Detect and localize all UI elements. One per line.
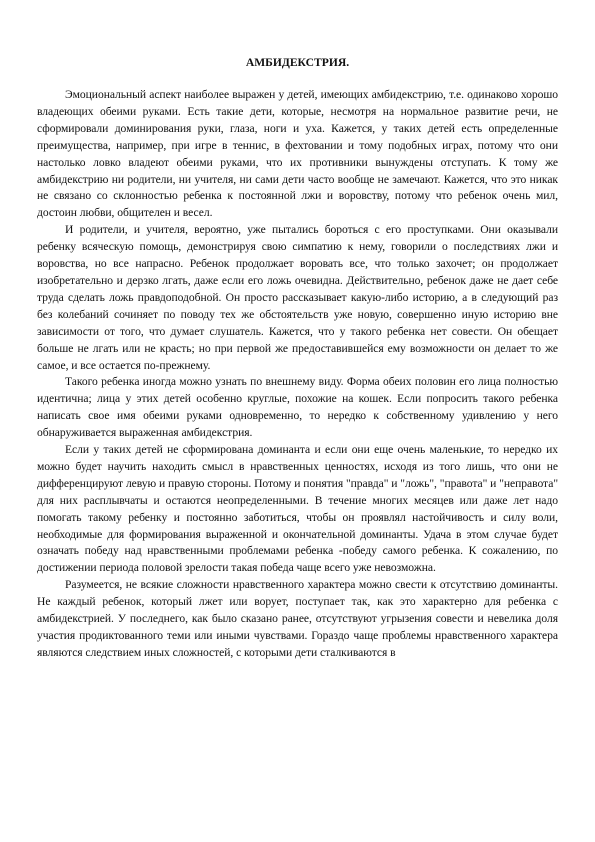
paragraph-5: Разумеется, не всякие сложности нравственного характера можно свести к отсутствию доминанты. Не каждый ребенок, который лжет или ворует, поступает так, как это характерно для ребенка с амбидекстрией. У последнего, как было сказано ранее, отсутствуют угрызения совести и невелика доля участия продиктованного теми или иными чувствами. Гораздо чаще проблемы нравственного характера являются следствием иных сложностей, с которыми дети сталкиваются в	[37, 578, 558, 659]
paragraph-3: Такого ребенка иногда можно узнать по внешнему виду. Форма обеих половин его лица полностью идентична; лица у этих детей особенно круглые, похожие на кошек. Если попросить такого ребенка написать свое имя обеими руками одновременно, то нередко к собственному удивлению у него обнаруживается выраженная амбидекстрия.	[37, 375, 558, 440]
paragraph-4: Если у таких детей не сформирована доминанта и если они еще очень маленькие, то нередко их можно будет научить находить смысл в нравственных ценностях, исходя из того лишь, что они не дифференцируют левую и правую стороны. Потому и понятия "правда" и "ложь", "правота" и "неправота" для них расплывчаты и остаются неопределенными. В течение многих месяцев или даже лет надо помогать такому ребенку и постоянно заботиться, чтобы он проявлял настойчивость и силу воли, необходимые для формирования выраженной и окончательной доминанты. Удача в этом случае будет означать победу над нравственными проблемами ребенка -победу самого ребенка. К сожалению, по достижении периода половой зрелости такая победа чаще всего уже невозможна.	[37, 443, 558, 575]
document-title: АМБИДЕКСТРИЯ.	[245, 56, 350, 69]
paragraph-1: Эмоциональный аспект наиболее выражен у детей, имеющих амбидекстрию, т.е. одинаково хорошо владеющих обеими руками. Есть такие дети, которые, несмотря на нормальное развитие речи, не сформировали доминирования руки, глаза, ноги и уха. Кажется, у таких детей есть определенные преимущества, например, при игре в теннис, в фехтовании и тому подобных играх, потому что они настолько ловко владеют обеими руками, что их противники вынуждены отступать. К тому же амбидекстрию ни родители, ни учителя, ни сами дети часто вообще не замечают. Кажется, что это никак не связано со склонностью ребенка к постоянной лжи и воровству, потому что ребенок очень мил, достоин любви, общителен и весел.	[37, 88, 558, 220]
paragraph-2: И родители, и учителя, вероятно, уже пытались бороться с его проступками. Они оказывали ребенку всяческую помощь, демонстрируя свою симпатию к нему, говорили о последствиях лжи и воровства, но все напрасно. Ребенок продолжает воровать все, что только захочет; он продолжает изобретательно и дерзко лгать, даже если его ложь очевидна. Действительно, ребенок даже не дает себе труда сделать ложь правдоподобной. Он просто рассказывает какую-либо историю, а в следующий раз без колебаний сочиняет по поводу тех же обстоятельств уже новую, совершенно иную историю вне зависимости от того, что думает слушатель. Кажется, что у такого ребенка нет совести. Он обещает больше не лгать или не красть; но при первой же предоставившейся ему возможности он делает то же самое, и все остается по-прежнему.	[37, 223, 558, 372]
